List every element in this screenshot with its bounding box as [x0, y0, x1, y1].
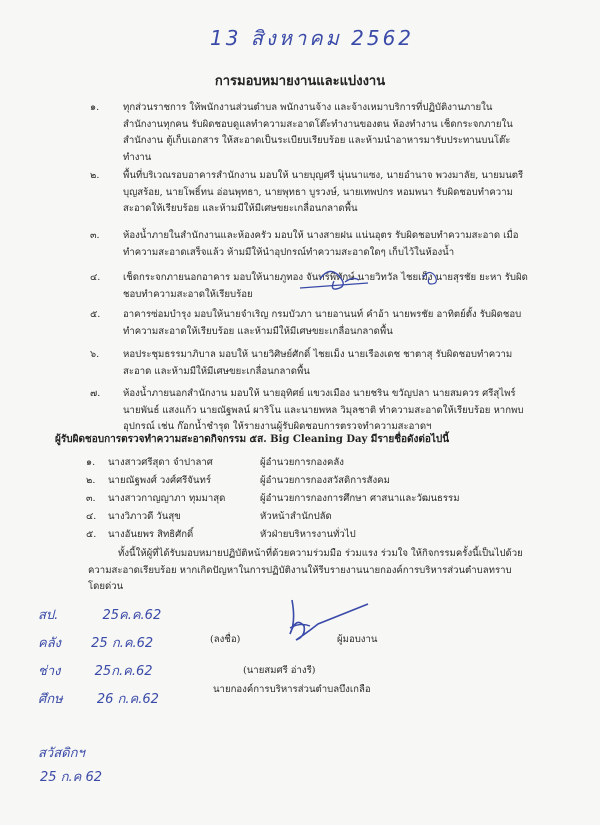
handwritten-note [38, 660, 153, 681]
underline-mark [300, 283, 368, 288]
handwritten-note [38, 604, 161, 625]
handwritten-note [38, 688, 159, 709]
handwritten-footer-date: 25 ก.ค 62 [40, 770, 103, 785]
note-label: คลัง [38, 636, 62, 651]
note-date: 25ค.ค.62 [102, 608, 162, 623]
signer-title: นายกองค์การบริหารส่วนตำบลบึงเกลือ [213, 684, 371, 695]
member-number: ๑. [86, 457, 96, 468]
item-text: พื้นที่บริเวณรอบอาคารสำนักงาน มอบให้ นายบุญศรี นุ่นนาแซง, นายอำนาจ พวงมาลัย, นายมนตรี บุญสร้อย, นายโพธิ์ทน อ่อนพุทธา, นายพุทธา บูรวงษ์, นายเทพปกร หอมพนา รับผิดชอบทำความสะอาดให้เรียบร้อย และห้ามมีให้มีเศษขยะเกลื่อนกลาดพื้น [123, 170, 524, 214]
item-number: ๓. [90, 230, 100, 241]
note-label: ศึกษ [38, 692, 63, 707]
member-number: ๒. [86, 475, 96, 486]
item-text: ห้องน้ำภายนอกสำนักงาน มอบให้ นายอุทิศย์ แขวงเมือง นายชริน ขวัญปลา นายสมควร ศรีสุไพร์ นายพันธ์ แสงแก้ว นายณัฐพลน์ ผาริโน และนายพหล วิมุลชาติ ทำความสะอาดให้เรียบร้อย หากพบอุปกรณ์ เช่น ก๊อกน้ำชำรุด ให้รายงานผู้รับผิดชอบการตรวจทำความสะอาดฯ [123, 388, 524, 432]
member-role: หัวฝ่ายบริหารงานทั่วไป [260, 529, 356, 540]
note-date: 26 ก.ค.62 [96, 692, 159, 707]
member-number: ๕. [86, 529, 97, 540]
handwritten-date: 13 สิงหาคม 2562 [210, 26, 415, 50]
item-text: ทุกส่วนราชการ ให้พนักงานส่วนตำบล พนักงานจ้าง และจ้างเหมาบริการที่ปฏิบัติงานภายในสำนักงานทุกคน รับผิดชอบดูแลทำความสะอาดโต๊ะทำงานของตน ห้องทำงาน เช็ดกระจกภายในสำนักงาน ตู้เก็บเอกสาร ให้สะอาดเป็นระเบียบเรียบร้อย และห้ามนำอาหารมารับประทานบนโต๊ะทำงาน [123, 102, 513, 163]
member-name: นายณัฐพงศ์ วงศ์ศรีจันทร์ [108, 475, 211, 486]
document-title: การมอบหมายงานและแบ่งงาน [214, 74, 386, 89]
initials-mark [423, 272, 436, 284]
handwritten-footer-label: สวัสดิกฯ [38, 746, 85, 761]
item-number: ๖. [90, 349, 100, 360]
member-role: ผู้อำนวยการกองสวัสดิการสังคม [260, 475, 390, 486]
item-number: ๕. [90, 309, 101, 320]
member-number: ๓. [86, 493, 96, 504]
handwritten-note [38, 632, 153, 653]
item-text: อาคารซ่อมบำรุง มอบให้นายจำเริญ กรมบัวภา นายอานนท์ คำอ้า นายพรชัย อาทิตย์ตั้ง รับผิดชอบทำความสะอาดให้เรียบร้อย และห้ามมีให้มีเศษขยะเกลื่อนกลาดพื้น [123, 309, 522, 337]
member-role: หัวหน้าสำนักปลัด [260, 511, 332, 522]
signature-role: ผู้มอบงาน [337, 634, 378, 645]
member-name: นางวิภาวดี วันสุข [108, 511, 181, 522]
member-name: นางอันยพร สิทธิศักดิ์ [108, 529, 194, 540]
closing-paragraph: ทั้งนี้ให้ผู้ที่ได้รับมอบหมายปฏิบัติหน้าที่ด้วยความร่วมมือ ร่วมแรง ร่วมใจ ให้กิจกรรมครั้งนี้เป็นไปด้วยความสะอาดเรียบร้อย หากเกิดปัญหาในการปฏิบัติงานให้รีบรายงานนายกองค์การบริหารส่วนตำบลทราบโดยด่วน [88, 548, 523, 592]
item-text: หอประชุมธรรมาภิบาล มอบให้ นายวิศิษย์ศักดิ์ ไชยเม็ง นายเรืองเดช ชาตาสุ รับผิดชอบทำความสะอาด และห้ามมีให้มีเศษขยะเกลื่อนกลาดพื้น [123, 349, 513, 377]
item-number: ๗. [90, 388, 101, 399]
item-text: เช็ดกระจกภายนอกอาคาร มอบให้นายภูทอง จันทร์พิทักษ์ นายวิทวัล ไชยเม็ง นายสุรชัย ยะหา รับผิดชอบทำความสะอาดให้เรียบร้อย [123, 272, 528, 300]
member-role: ผู้อำนวยการกองการศึกษา ศาสนาและวัฒนธรรม [260, 493, 460, 504]
committee-heading: ผู้รับผิดชอบการตรวจทำความสะอาดกิจกรรม ๕ส. Big Cleaning Day มีรายชื่อดังต่อไปนี้ [55, 434, 450, 445]
note-date: 25 ก.ค.62 [91, 636, 154, 651]
signature-label: (ลงชื่อ) [210, 634, 241, 645]
member-name: นางสาวกาญญาภา ทุมมาสุด [108, 493, 226, 504]
member-number: ๔. [86, 511, 97, 522]
item-number: ๑. [90, 102, 100, 113]
signer-name: (นายสมศรี อ่างรี) [243, 665, 316, 676]
note-label: สป. [38, 608, 59, 623]
item-text: ห้องน้ำภายในสำนักงานและห้องครัว มอบให้ นางสายฝน แน่นอุตร รับผิดชอบทำความสะอาด เมื่อทำความสะอาดเสร็จแล้ว ห้ามมีให้นำอุปกรณ์ทำความสะอาดใดๆ เก็บไว้ในห้องน้ำ [123, 230, 519, 258]
item-number: ๔. [90, 272, 101, 283]
member-name: นางสาวศรีสุดา จำปาลาศ [108, 457, 213, 468]
note-date: 25ก.ค.62 [94, 664, 153, 679]
note-label: ช่าง [38, 664, 61, 679]
member-role: ผู้อำนวยการกองคลัง [260, 457, 344, 468]
item-number: ๒. [90, 170, 100, 181]
